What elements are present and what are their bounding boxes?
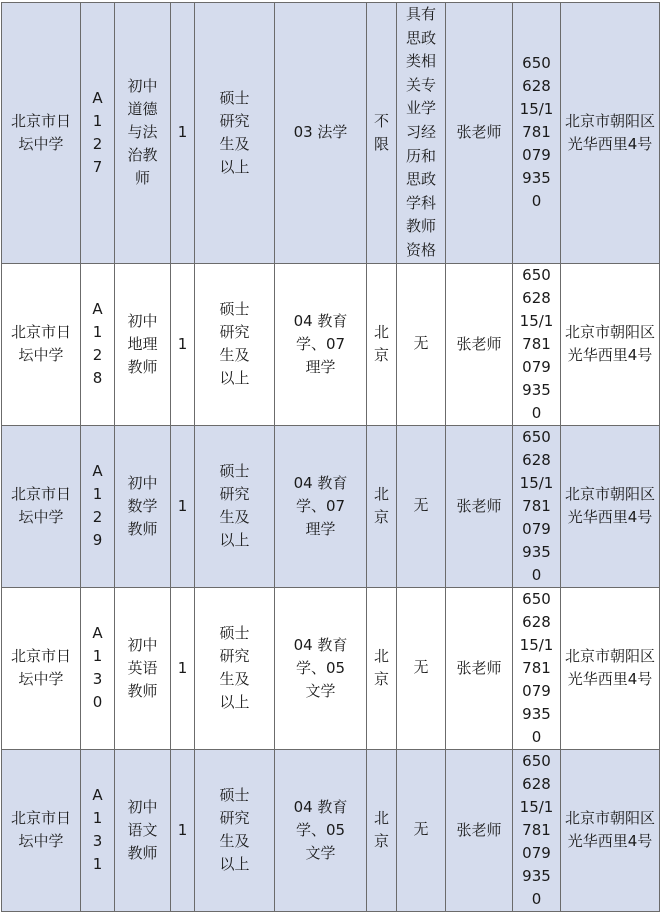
phone-text: 65062815/17810799350 [519,589,554,746]
major-text: 04 教育学、05 文学 [293,797,348,862]
table-row [2,263,660,425]
location-text: 不限 [373,111,389,153]
table-row [2,3,660,264]
phone-text: 65062815/17810799350 [519,54,554,211]
location-cell [367,263,397,425]
location-cell [367,587,397,749]
position-code-text: A129 [92,462,103,550]
position-code-text: A128 [92,300,103,388]
major-cell [275,263,367,425]
position-code-cell [81,749,115,911]
position-name-cell [115,263,171,425]
contact-person-cell [446,263,513,425]
contact-person-cell [446,3,513,264]
education-text: 硕士研究生及以上 [219,462,250,550]
address-cell [561,749,660,911]
contact-person-text: 张老师 [456,123,502,142]
address-cell [561,3,660,264]
address-text: 北京市朝阳区光华西里4号 [565,485,656,527]
hiring-count-cell [171,749,195,911]
hiring-count-text: 1 [177,123,188,142]
education-text: 硕士研究生及以上 [219,624,250,712]
school-cell [2,263,81,425]
hiring-count-cell [171,263,195,425]
position-code-text: A130 [92,624,103,712]
major-text: 03 法学 [293,123,348,142]
address-text: 北京市朝阳区光华西里4号 [565,111,656,153]
school-text: 北京市日坛中学 [10,323,71,365]
major-text: 04 教育学、05 文学 [293,635,348,700]
hiring-count-cell [171,3,195,264]
other-requirements-text: 无 [413,658,429,677]
major-text: 04 教育学、07 理学 [293,473,348,538]
major-cell [275,749,367,911]
school-cell [2,749,81,911]
education-cell [195,263,275,425]
phone-text: 65062815/17810799350 [519,751,554,908]
table-row [2,425,660,587]
position-code-cell [81,587,115,749]
position-code-text: A131 [92,786,103,874]
major-text: 04 教育学、07 理学 [293,311,348,376]
position-name-cell [115,425,171,587]
education-cell [195,749,275,911]
other-requirements-text: 无 [413,496,429,515]
hiring-count-cell [171,587,195,749]
other-requirements-cell [397,263,446,425]
table-row [2,587,660,749]
position-name-text: 初中道德与法治教师 [127,77,158,188]
location-cell [367,749,397,911]
school-cell [2,587,81,749]
other-requirements-text: 具有思政类相关专业学习经历和思政学科教师资格 [405,5,436,259]
position-name-cell [115,587,171,749]
other-requirements-cell [397,587,446,749]
address-cell [561,587,660,749]
position-name-text: 初中英语教师 [127,635,158,700]
school-cell [2,3,81,264]
hiring-count-text: 1 [177,658,188,677]
position-code-cell [81,3,115,264]
major-cell [275,425,367,587]
contact-person-cell [446,587,513,749]
contact-person-text: 张老师 [456,496,502,515]
school-text: 北京市日坛中学 [10,809,71,851]
location-text: 北京 [373,323,389,365]
position-name-text: 初中地理教师 [127,311,158,376]
position-code-cell [81,425,115,587]
phone-cell [513,749,561,911]
location-text: 北京 [373,485,389,527]
hiring-count-cell [171,425,195,587]
position-name-cell [115,3,171,264]
other-requirements-cell [397,3,446,264]
school-cell [2,425,81,587]
education-cell [195,587,275,749]
position-name-cell [115,749,171,911]
table-row [2,749,660,911]
contact-person-text: 张老师 [456,334,502,353]
address-cell [561,263,660,425]
contact-person-cell [446,749,513,911]
other-requirements-cell [397,749,446,911]
phone-cell [513,263,561,425]
school-text: 北京市日坛中学 [10,485,71,527]
position-name-text: 初中语文教师 [127,797,158,862]
recruitment-table [1,2,660,912]
address-text: 北京市朝阳区光华西里4号 [565,809,656,851]
other-requirements-text: 无 [413,820,429,839]
position-code-text: A127 [92,88,103,176]
address-text: 北京市朝阳区光华西里4号 [565,647,656,689]
contact-person-text: 张老师 [456,658,502,677]
major-cell [275,587,367,749]
phone-cell [513,3,561,264]
location-cell [367,425,397,587]
phone-text: 65062815/17810799350 [519,265,554,422]
other-requirements-text: 无 [413,334,429,353]
education-text: 硕士研究生及以上 [219,786,250,874]
hiring-count-text: 1 [177,334,188,353]
location-text: 北京 [373,647,389,689]
education-cell [195,3,275,264]
address-cell [561,425,660,587]
education-text: 硕士研究生及以上 [219,300,250,388]
school-text: 北京市日坛中学 [10,111,71,153]
position-code-cell [81,263,115,425]
hiring-count-text: 1 [177,496,188,515]
location-text: 北京 [373,809,389,851]
hiring-count-text: 1 [177,820,188,839]
other-requirements-cell [397,425,446,587]
phone-cell [513,425,561,587]
phone-text: 65062815/17810799350 [519,427,554,584]
location-cell [367,3,397,264]
phone-cell [513,587,561,749]
education-cell [195,425,275,587]
address-text: 北京市朝阳区光华西里4号 [565,323,656,365]
position-name-text: 初中数学教师 [127,473,158,538]
contact-person-text: 张老师 [456,820,502,839]
contact-person-cell [446,425,513,587]
school-text: 北京市日坛中学 [10,647,71,689]
education-text: 硕士研究生及以上 [219,88,250,176]
major-cell [275,3,367,264]
